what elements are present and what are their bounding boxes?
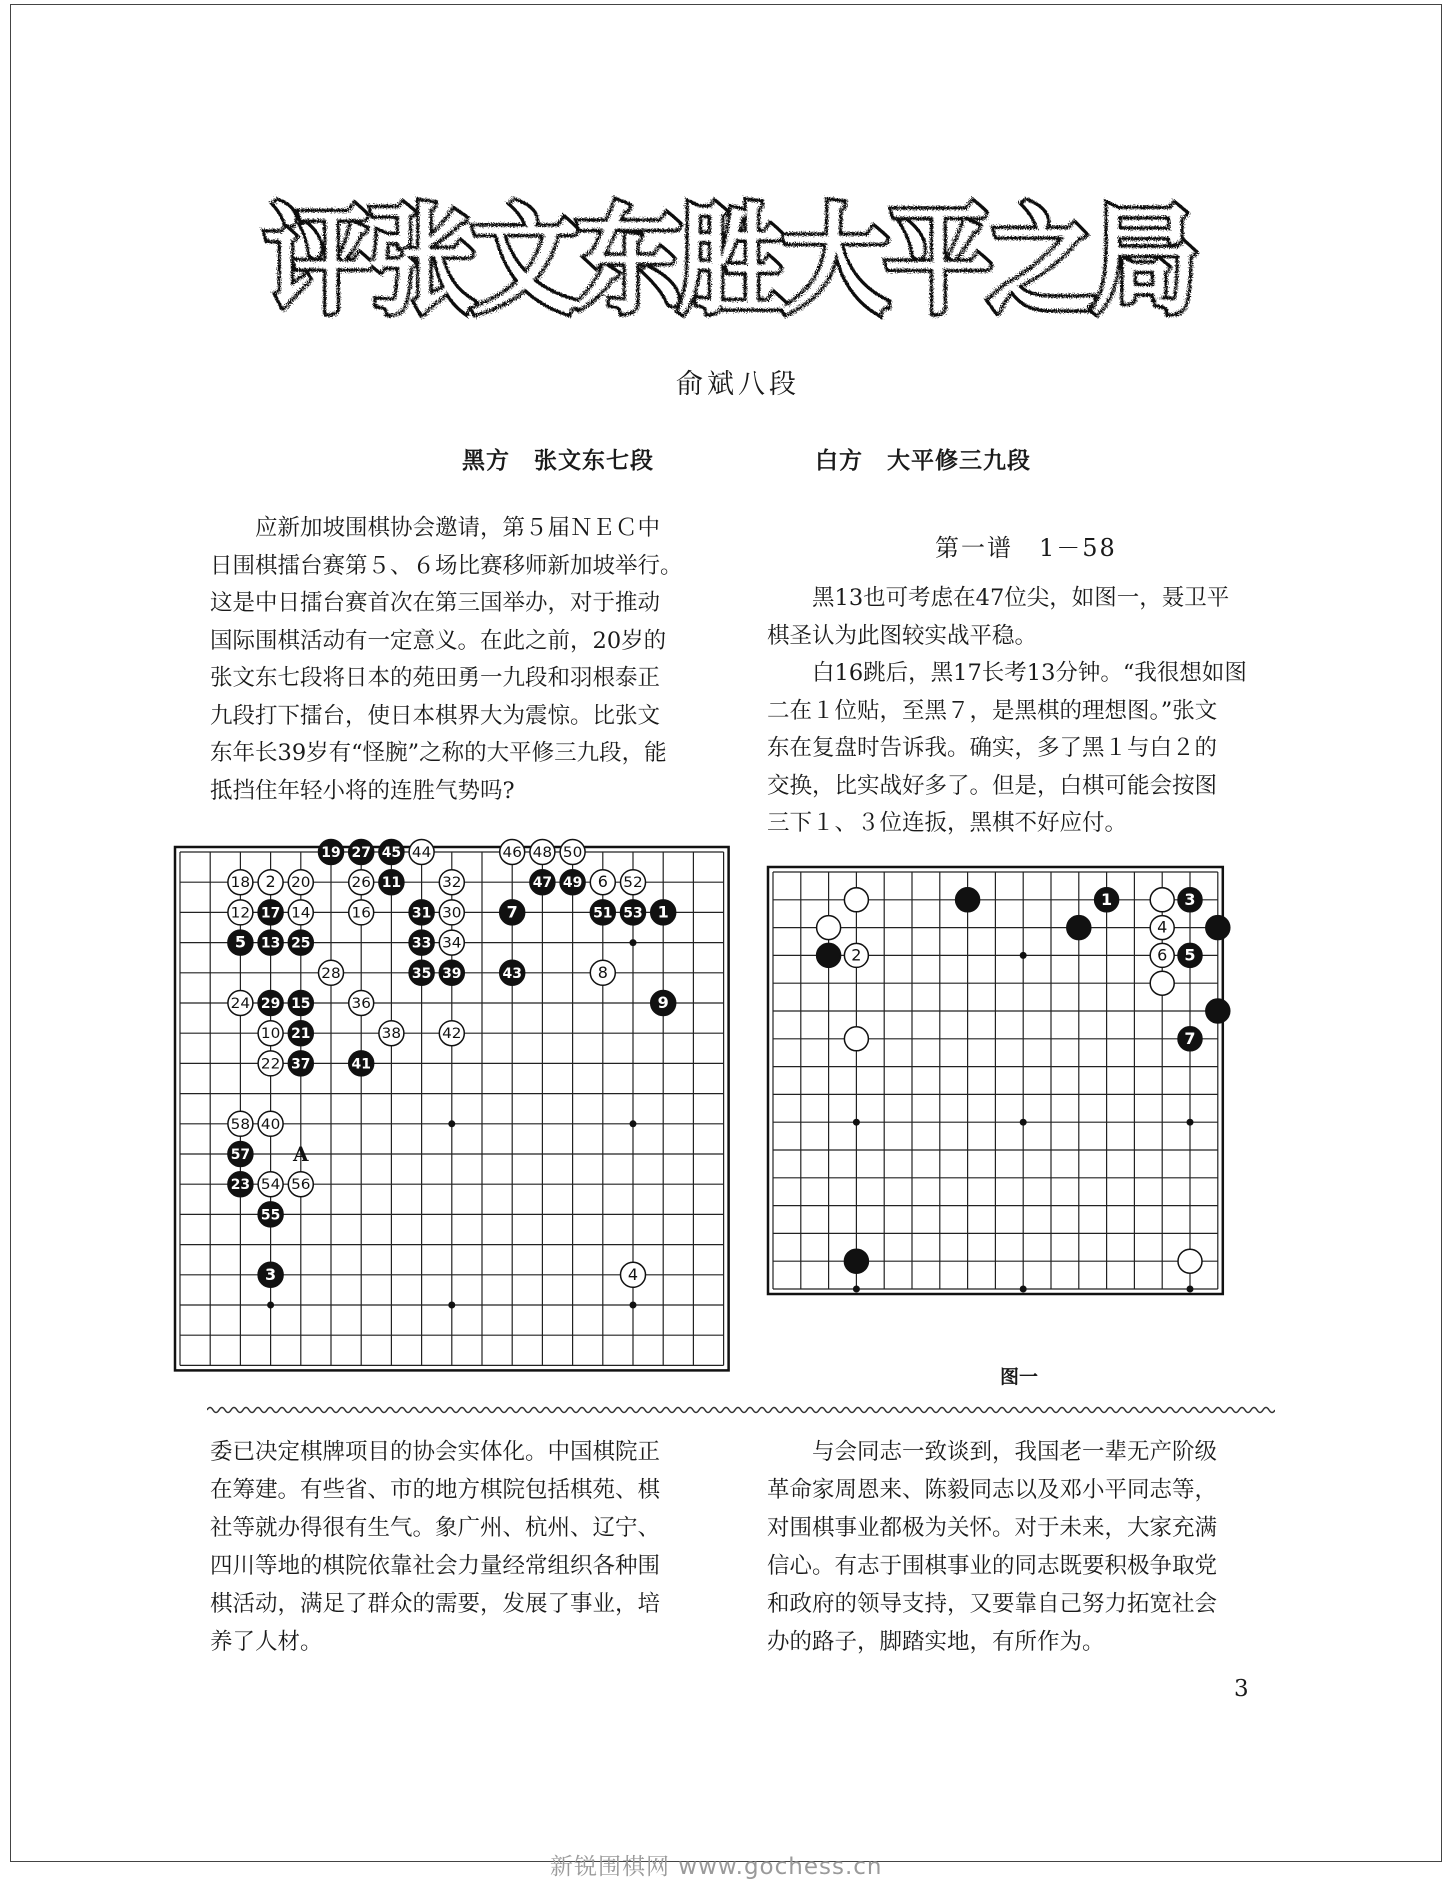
kifu-board xyxy=(172,822,744,1392)
white-stone xyxy=(1150,888,1174,912)
star-point xyxy=(1187,1119,1194,1126)
commentary-line: 东在复盘时告诉我。确实，多了黑１与白２的 xyxy=(767,735,1218,761)
star-point xyxy=(630,1302,637,1309)
black-player xyxy=(462,442,654,475)
white-stone xyxy=(288,870,313,895)
move-number: 34 xyxy=(442,935,462,952)
black-stone xyxy=(379,870,404,895)
move-number: 44 xyxy=(411,845,432,862)
black-stone xyxy=(651,991,676,1016)
white-stone xyxy=(844,1027,868,1051)
black-stone xyxy=(258,1202,283,1227)
move-number: 12 xyxy=(230,905,251,922)
black-stone xyxy=(1095,888,1119,912)
move-number: 58 xyxy=(230,1116,251,1133)
move-number: 15 xyxy=(291,996,311,1013)
white-stone xyxy=(258,1172,283,1197)
white-stone xyxy=(349,991,374,1016)
article-title xyxy=(254,190,1204,340)
white-stone xyxy=(228,991,253,1016)
intro-line: 抵挡住年轻小将的连胜气势吗? xyxy=(210,777,515,804)
move-number: 13 xyxy=(260,935,281,952)
diagram-board xyxy=(765,854,1270,1354)
intro-line: 应新加坡围棋协会邀请，第５届ＮＥＣ中 xyxy=(255,515,661,541)
move-number: 30 xyxy=(442,905,462,922)
move-number: 31 xyxy=(411,905,432,922)
white-stone xyxy=(258,870,283,895)
black-stone xyxy=(409,930,434,955)
white-stone xyxy=(439,1021,464,1046)
white-stone xyxy=(1150,943,1174,967)
bottom-right-line: 信心。有志于围棋事业的同志既要积极争取党 xyxy=(767,1553,1218,1579)
move-number: 3 xyxy=(1184,889,1196,909)
move-number: 5 xyxy=(1184,945,1196,965)
white-stone xyxy=(319,960,344,985)
white-stone xyxy=(817,916,841,940)
black-stone xyxy=(1178,943,1202,967)
star-point xyxy=(448,1302,455,1309)
star-point xyxy=(1020,1119,1027,1126)
white-stone xyxy=(439,930,464,955)
star-point xyxy=(853,1119,860,1126)
move-number: 26 xyxy=(351,875,371,892)
white-stone xyxy=(288,900,313,925)
white-stone xyxy=(530,840,555,865)
bottom-right-paragraph xyxy=(767,1433,1272,1661)
white-stone xyxy=(1150,971,1174,995)
move-number: 1 xyxy=(1101,889,1113,909)
black-stone xyxy=(409,900,434,925)
move-number: 28 xyxy=(321,965,341,982)
black-stone xyxy=(258,900,283,925)
black-stone xyxy=(590,900,615,925)
commentary-line: 交换，比实战好多了。但是，白棋可能会按图 xyxy=(767,772,1218,799)
black-role: 黑方 xyxy=(462,448,510,474)
intro-paragraph xyxy=(210,510,715,810)
move-number: 32 xyxy=(442,875,462,892)
move-number: 24 xyxy=(230,996,251,1013)
commentary-line: 黑13也可考虑在47位尖，如图一，聂卫平 xyxy=(812,585,1230,611)
star-point xyxy=(1020,1286,1027,1293)
black-stone xyxy=(560,870,585,895)
site-footer: 新锐围棋网 www.gochess.cn xyxy=(550,1854,883,1880)
black-stone xyxy=(288,991,313,1016)
black-stone xyxy=(258,991,283,1016)
white-name: 大平修三九段 xyxy=(887,448,1031,474)
commentary-line: 三下１、３位连扳，黑棋不好应付。 xyxy=(767,810,1128,836)
move-number: 54 xyxy=(260,1177,281,1194)
white-stone xyxy=(228,900,253,925)
move-number: 3 xyxy=(265,1264,277,1284)
bottom-left-line: 四川等地的棋院依靠社会力量经常组织各种围 xyxy=(210,1553,661,1579)
black-stone xyxy=(228,930,253,955)
move-number: 35 xyxy=(411,965,432,982)
star-point xyxy=(853,1286,860,1293)
white-stone xyxy=(439,900,464,925)
move-number: 25 xyxy=(291,935,311,952)
black-stone xyxy=(288,930,313,955)
move-number: 37 xyxy=(291,1056,311,1073)
white-stone xyxy=(228,870,253,895)
white-role: 白方 xyxy=(815,448,863,474)
move-number: 49 xyxy=(562,875,583,892)
white-stone xyxy=(844,888,868,912)
move-number: 51 xyxy=(593,905,613,922)
move-number: 48 xyxy=(532,845,553,862)
black-stone xyxy=(817,943,841,967)
black-stone xyxy=(1178,1027,1202,1051)
white-stone xyxy=(409,840,434,865)
move-number: 2 xyxy=(851,945,862,965)
page-number: 3 xyxy=(1234,1676,1249,1702)
move-number: 46 xyxy=(502,845,522,862)
white-stone xyxy=(844,943,868,967)
white-stone xyxy=(1150,916,1174,940)
bottom-left-paragraph xyxy=(210,1433,715,1661)
move-number: 5 xyxy=(234,932,246,952)
move-number: 6 xyxy=(1157,945,1168,965)
move-number: 45 xyxy=(381,845,402,862)
bottom-right-line: 革命家周恩来、陈毅同志以及邓小平同志等， xyxy=(767,1477,1218,1503)
move-number: 38 xyxy=(381,1026,402,1043)
move-number: 57 xyxy=(230,1147,251,1164)
diagram-board-svg xyxy=(765,854,1270,1354)
bottom-right-line: 与会同志一致谈到，我国老一辈无产阶级 xyxy=(812,1439,1218,1465)
black-stone xyxy=(228,1142,253,1167)
intro-line: 这是中日擂台赛首次在第三国举办，对于推动 xyxy=(210,590,661,616)
point-label-a: A xyxy=(293,1142,309,1166)
black-stone xyxy=(258,930,283,955)
black-stone xyxy=(621,900,646,925)
black-stone xyxy=(651,900,676,925)
move-number: 23 xyxy=(230,1177,251,1194)
title-text: 评张文东胜大平之局 xyxy=(264,192,1195,330)
diagram-caption: 图一 xyxy=(1000,1366,1039,1388)
bottom-right-line: 对围棋事业都极为关怀。对于未来，大家充满 xyxy=(767,1515,1218,1541)
white-stone xyxy=(500,840,525,865)
black-name: 张文东七段 xyxy=(534,448,654,474)
kifu-board-svg xyxy=(172,822,744,1392)
bottom-left-line: 委已决定棋牌项目的协会实体化。中国棋院正 xyxy=(210,1439,661,1465)
move-number: 17 xyxy=(260,905,281,922)
white-stone xyxy=(1178,1249,1202,1273)
move-number: 40 xyxy=(260,1116,281,1133)
black-stone xyxy=(1206,916,1230,940)
white-stone xyxy=(590,960,615,985)
black-stone xyxy=(349,1051,374,1076)
move-number: 1 xyxy=(657,902,669,922)
move-number: 55 xyxy=(260,1207,281,1224)
star-point xyxy=(630,939,637,946)
move-number: 7 xyxy=(506,902,518,922)
move-number: 41 xyxy=(351,1056,371,1073)
section-title: 第一谱 1－58 xyxy=(935,534,1117,562)
black-stone xyxy=(288,1021,313,1046)
author-byline: 俞斌八段 xyxy=(676,369,800,400)
move-number: 14 xyxy=(291,905,311,922)
black-stone xyxy=(956,888,980,912)
white-player xyxy=(815,442,1031,475)
black-stone xyxy=(379,840,404,865)
move-number: 4 xyxy=(627,1264,639,1284)
black-stone xyxy=(288,1051,313,1076)
move-number: 33 xyxy=(411,935,432,952)
bottom-left-line: 在筹建。有些省、市的地方棋院包括棋苑、棋 xyxy=(210,1477,661,1503)
move-number: 18 xyxy=(230,875,251,892)
commentary-line: 白16跳后，黑17长考13分钟。“我很想如图 xyxy=(812,660,1247,686)
move-number: 2 xyxy=(265,872,276,892)
move-number: 43 xyxy=(502,965,522,982)
white-stone xyxy=(621,870,646,895)
black-stone xyxy=(258,1262,283,1287)
move-number: 11 xyxy=(381,875,402,892)
star-point xyxy=(267,1302,274,1309)
move-number: 22 xyxy=(260,1056,281,1073)
move-number: 8 xyxy=(597,962,608,982)
intro-line: 国际围棋活动有一定意义。在此之前，20岁的 xyxy=(210,627,667,654)
move-number: 47 xyxy=(532,875,553,892)
white-stone xyxy=(258,1021,283,1046)
black-stone xyxy=(500,960,525,985)
bottom-left-line: 社等就办得很有生气。象广州、杭州、辽宁、 xyxy=(210,1515,661,1541)
move-number: 56 xyxy=(291,1177,311,1194)
star-point xyxy=(1187,1286,1194,1293)
star-point xyxy=(630,1120,637,1127)
commentary-paragraph xyxy=(767,580,1272,843)
move-number: 29 xyxy=(260,996,281,1013)
white-stone xyxy=(349,870,374,895)
black-stone xyxy=(500,900,525,925)
white-stone xyxy=(379,1021,404,1046)
move-number: 39 xyxy=(442,965,462,982)
white-stone xyxy=(349,900,374,925)
move-number: 36 xyxy=(351,996,371,1013)
move-number: 53 xyxy=(623,905,643,922)
black-stone xyxy=(349,840,374,865)
commentary-line: 二在１位贴，至黑７，是黑棋的理想图。”张文 xyxy=(767,697,1218,724)
black-stone xyxy=(228,1172,253,1197)
move-number: 7 xyxy=(1184,1028,1196,1048)
white-stone xyxy=(621,1262,646,1287)
move-number: 42 xyxy=(442,1026,462,1043)
star-point xyxy=(448,1120,455,1127)
bottom-left-line: 棋活动，满足了群众的需要，发展了事业，培 xyxy=(210,1591,661,1617)
black-stone xyxy=(1067,916,1091,940)
move-number: 10 xyxy=(260,1026,281,1043)
move-number: 50 xyxy=(562,845,583,862)
black-stone xyxy=(319,840,344,865)
white-stone xyxy=(439,870,464,895)
intro-line: 东年长39岁有“怪腕”之称的大平修三九段，能 xyxy=(210,740,667,766)
black-stone xyxy=(1178,888,1202,912)
bottom-right-line: 办的路子，脚踏实地，有所作为。 xyxy=(767,1629,1105,1655)
white-stone xyxy=(590,870,615,895)
move-number: 20 xyxy=(291,875,311,892)
bottom-right-line: 和政府的领导支持，又要靠自己努力拓宽社会 xyxy=(767,1591,1218,1617)
black-stone xyxy=(844,1249,868,1273)
move-number: 27 xyxy=(351,845,371,862)
white-stone xyxy=(560,840,585,865)
star-point xyxy=(1020,952,1027,959)
white-stone xyxy=(258,1111,283,1136)
move-number: 52 xyxy=(623,875,643,892)
black-stone xyxy=(1206,999,1230,1023)
move-number: 19 xyxy=(321,845,341,862)
move-number: 9 xyxy=(657,993,669,1013)
intro-line: 九段打下擂台，使日本棋界大为震惊。比张文 xyxy=(210,702,661,729)
move-number: 4 xyxy=(1157,917,1168,937)
section-divider xyxy=(207,1402,1275,1416)
black-stone xyxy=(409,960,434,985)
intro-line: 日围棋擂台赛第５、６场比赛移师新加坡举行。 xyxy=(210,552,683,579)
move-number: 6 xyxy=(597,872,608,892)
black-stone xyxy=(439,960,464,985)
move-number: 16 xyxy=(351,905,371,922)
intro-line: 张文东七段将日本的苑田勇一九段和羽根泰正 xyxy=(210,665,661,691)
move-number: 21 xyxy=(291,1026,311,1043)
white-stone xyxy=(258,1051,283,1076)
black-stone xyxy=(530,870,555,895)
bottom-left-line: 养了人材。 xyxy=(210,1629,323,1655)
white-stone xyxy=(228,1111,253,1136)
white-stone xyxy=(288,1172,313,1197)
commentary-line: 棋圣认为此图较实战平稳。 xyxy=(767,622,1038,649)
